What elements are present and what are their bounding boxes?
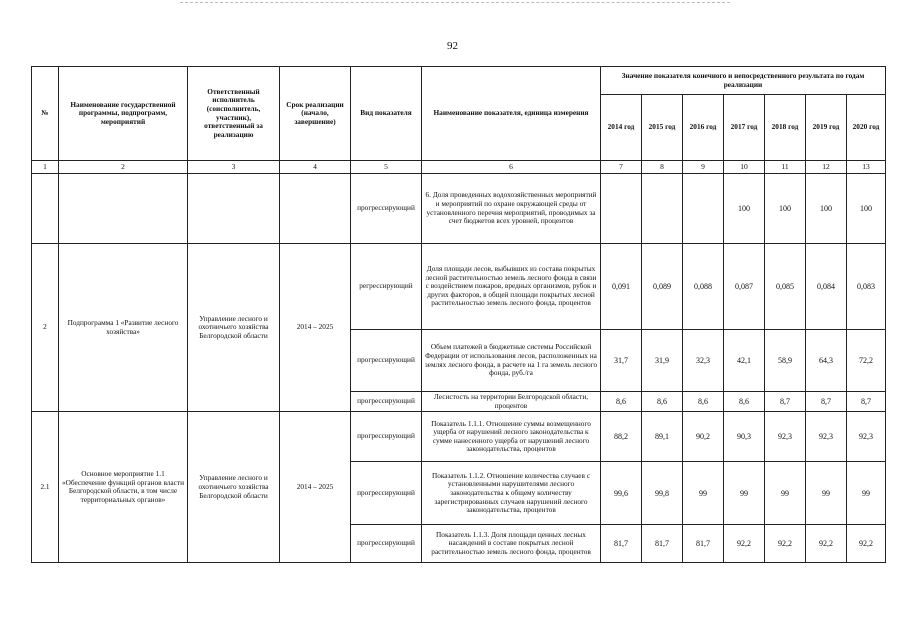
column-numbers-row — [32, 161, 886, 174]
value-cell: 99 — [765, 462, 806, 525]
column-number: 11 — [765, 161, 806, 174]
value-cell: 8,6 — [683, 392, 724, 412]
scan-top-edge — [180, 2, 730, 3]
column-number: 4 — [280, 161, 351, 174]
indicator-name: Объем платежей в бюджетные системы Российской Федерации от использования лесов, расположенных на землях лесного фонда, в расчете на 1 га земель лесного фонда, руб./га — [422, 330, 601, 392]
column-number: 12 — [806, 161, 847, 174]
value-cell: 8,7 — [806, 392, 847, 412]
header-executor: Ответственный исполнитель (соисполнитель, участник), ответственный за реализацию — [188, 67, 280, 161]
value-cell — [683, 174, 724, 244]
column-number: 8 — [642, 161, 683, 174]
header-year: 2016 год — [683, 95, 724, 161]
value-cell: 0,087 — [724, 244, 765, 330]
value-cell: 8,7 — [765, 392, 806, 412]
value-cell: 0,083 — [847, 244, 886, 330]
value-cell: 64,3 — [806, 330, 847, 392]
indicator-type: прогрессирующий — [351, 462, 422, 525]
value-cell: 58,9 — [765, 330, 806, 392]
executor: Управление лесного и охотничьего хозяйства Белгородской области — [188, 412, 280, 563]
indicator-name: Показатель 1.1.2. Отношение количества случаев с установленными нарушителями лесного законодательства к общему количеству зарегистрированных случаев нарушений лесного законодательства, процентов — [422, 462, 601, 525]
header-year: 2018 год — [765, 95, 806, 161]
value-cell: 31,9 — [642, 330, 683, 392]
program-name: Подпрограмма 1 «Развитие лесного хозяйства» — [59, 244, 188, 412]
indicator-name: Доля площади лесов, выбывших из состава покрытых лесной растительностью земель лесного фонда в связи с воздействием пожаров, вредных организмов, рубок и других факторов, в общей площади покрытых лесной растительностью земель лесного фонда, процентов — [422, 244, 601, 330]
header-indicator-type: Вид показателя — [351, 67, 422, 161]
indicator-type: регрессирующий — [351, 244, 422, 330]
value-cell: 100 — [847, 174, 886, 244]
value-cell: 42,1 — [724, 330, 765, 392]
value-cell — [601, 174, 642, 244]
indicator-name: Показатель 1.1.3. Доля площади ценных лесных насаждений в составе покрытых лесной растительностью земель лесного фонда, процентов — [422, 525, 601, 563]
value-cell: 99 — [847, 462, 886, 525]
value-cell: 99 — [683, 462, 724, 525]
period: 2014 – 2025 — [280, 412, 351, 563]
value-cell: 0,084 — [806, 244, 847, 330]
header-year: 2015 год — [642, 95, 683, 161]
period — [280, 174, 351, 244]
value-cell: 99 — [806, 462, 847, 525]
value-cell: 90,2 — [683, 412, 724, 462]
column-number: 9 — [683, 161, 724, 174]
executor: Управление лесного и охотничьего хозяйства Белгородской области — [188, 244, 280, 412]
value-cell: 92,3 — [765, 412, 806, 462]
value-cell: 81,7 — [683, 525, 724, 563]
indicator-name: Лесистость на территории Белгородской области, процентов — [422, 392, 601, 412]
value-cell: 89,1 — [642, 412, 683, 462]
column-number: 3 — [188, 161, 280, 174]
column-number: 6 — [422, 161, 601, 174]
value-cell: 81,7 — [601, 525, 642, 563]
value-cell: 81,7 — [642, 525, 683, 563]
value-cell: 100 — [806, 174, 847, 244]
indicator-type: прогрессирующий — [351, 174, 422, 244]
header-period: Срок реализации (начало, завершение) — [280, 67, 351, 161]
program-name — [59, 174, 188, 244]
indicators-table — [31, 66, 886, 563]
value-cell: 92,2 — [724, 525, 765, 563]
value-cell: 8,6 — [724, 392, 765, 412]
value-cell: 31,7 — [601, 330, 642, 392]
header-program-name: Наименование государственной программы, подпрограмм, мероприятий — [59, 67, 188, 161]
value-cell: 8,6 — [601, 392, 642, 412]
table-row — [32, 412, 886, 462]
value-cell: 0,088 — [683, 244, 724, 330]
value-cell — [642, 174, 683, 244]
value-cell: 92,3 — [806, 412, 847, 462]
indicator-name: 6. Доля проведенных водохозяйственных мероприятий и мероприятий по охране окружающей среды от установленного перечня мероприятий, проводимых за счет бюджетов всех уровней, процентов — [422, 174, 601, 244]
value-cell: 0,089 — [642, 244, 683, 330]
program-name: Основное мероприятие 1.1 «Обеспечение функций органов власти Белгородской области, в том числе территориальных органов» — [59, 412, 188, 563]
value-cell: 99,8 — [642, 462, 683, 525]
value-cell: 100 — [724, 174, 765, 244]
value-cell: 99 — [724, 462, 765, 525]
value-cell: 8,7 — [847, 392, 886, 412]
value-cell: 90,3 — [724, 412, 765, 462]
column-number: 13 — [847, 161, 886, 174]
value-cell: 92,2 — [806, 525, 847, 563]
column-number: 10 — [724, 161, 765, 174]
indicator-type: прогрессирующий — [351, 525, 422, 563]
value-cell: 99,6 — [601, 462, 642, 525]
column-number: 7 — [601, 161, 642, 174]
table-row — [32, 244, 886, 330]
value-cell: 88,2 — [601, 412, 642, 462]
header-indicator-name: Наименование показателя, единица измерения — [422, 67, 601, 161]
indicator-type: прогрессирующий — [351, 412, 422, 462]
value-cell: 32,3 — [683, 330, 724, 392]
indicator-name: Показатель 1.1.1. Отношение суммы возмещенного ущерба от нарушений лесного законодательства к сумме нанесенного ущерба от нарушений лесного законодательства, процентов — [422, 412, 601, 462]
executor — [188, 174, 280, 244]
value-cell: 92,3 — [847, 412, 886, 462]
value-cell: 100 — [765, 174, 806, 244]
value-cell: 8,6 — [642, 392, 683, 412]
value-cell: 0,091 — [601, 244, 642, 330]
header-year: 2019 год — [806, 95, 847, 161]
header-year: 2014 год — [601, 95, 642, 161]
indicator-type: прогрессирующий — [351, 330, 422, 392]
page-number: 92 — [447, 40, 458, 52]
table-row — [32, 174, 886, 244]
value-cell: 0,085 — [765, 244, 806, 330]
row-number: 2 — [32, 244, 59, 412]
row-number — [32, 174, 59, 244]
header-year: 2020 год — [847, 95, 886, 161]
column-number: 1 — [32, 161, 59, 174]
value-cell: 72,2 — [847, 330, 886, 392]
column-number: 5 — [351, 161, 422, 174]
header-no: № — [32, 67, 59, 161]
column-number: 2 — [59, 161, 188, 174]
row-number: 2.1 — [32, 412, 59, 563]
indicator-type: прогрессирующий — [351, 392, 422, 412]
header-year: 2017 год — [724, 95, 765, 161]
header-values-title: Значение показателя конечного и непосредственного результата по годам реализации — [601, 67, 886, 95]
period: 2014 – 2025 — [280, 244, 351, 412]
value-cell: 92,2 — [765, 525, 806, 563]
value-cell: 92,2 — [847, 525, 886, 563]
header-row — [32, 67, 886, 95]
